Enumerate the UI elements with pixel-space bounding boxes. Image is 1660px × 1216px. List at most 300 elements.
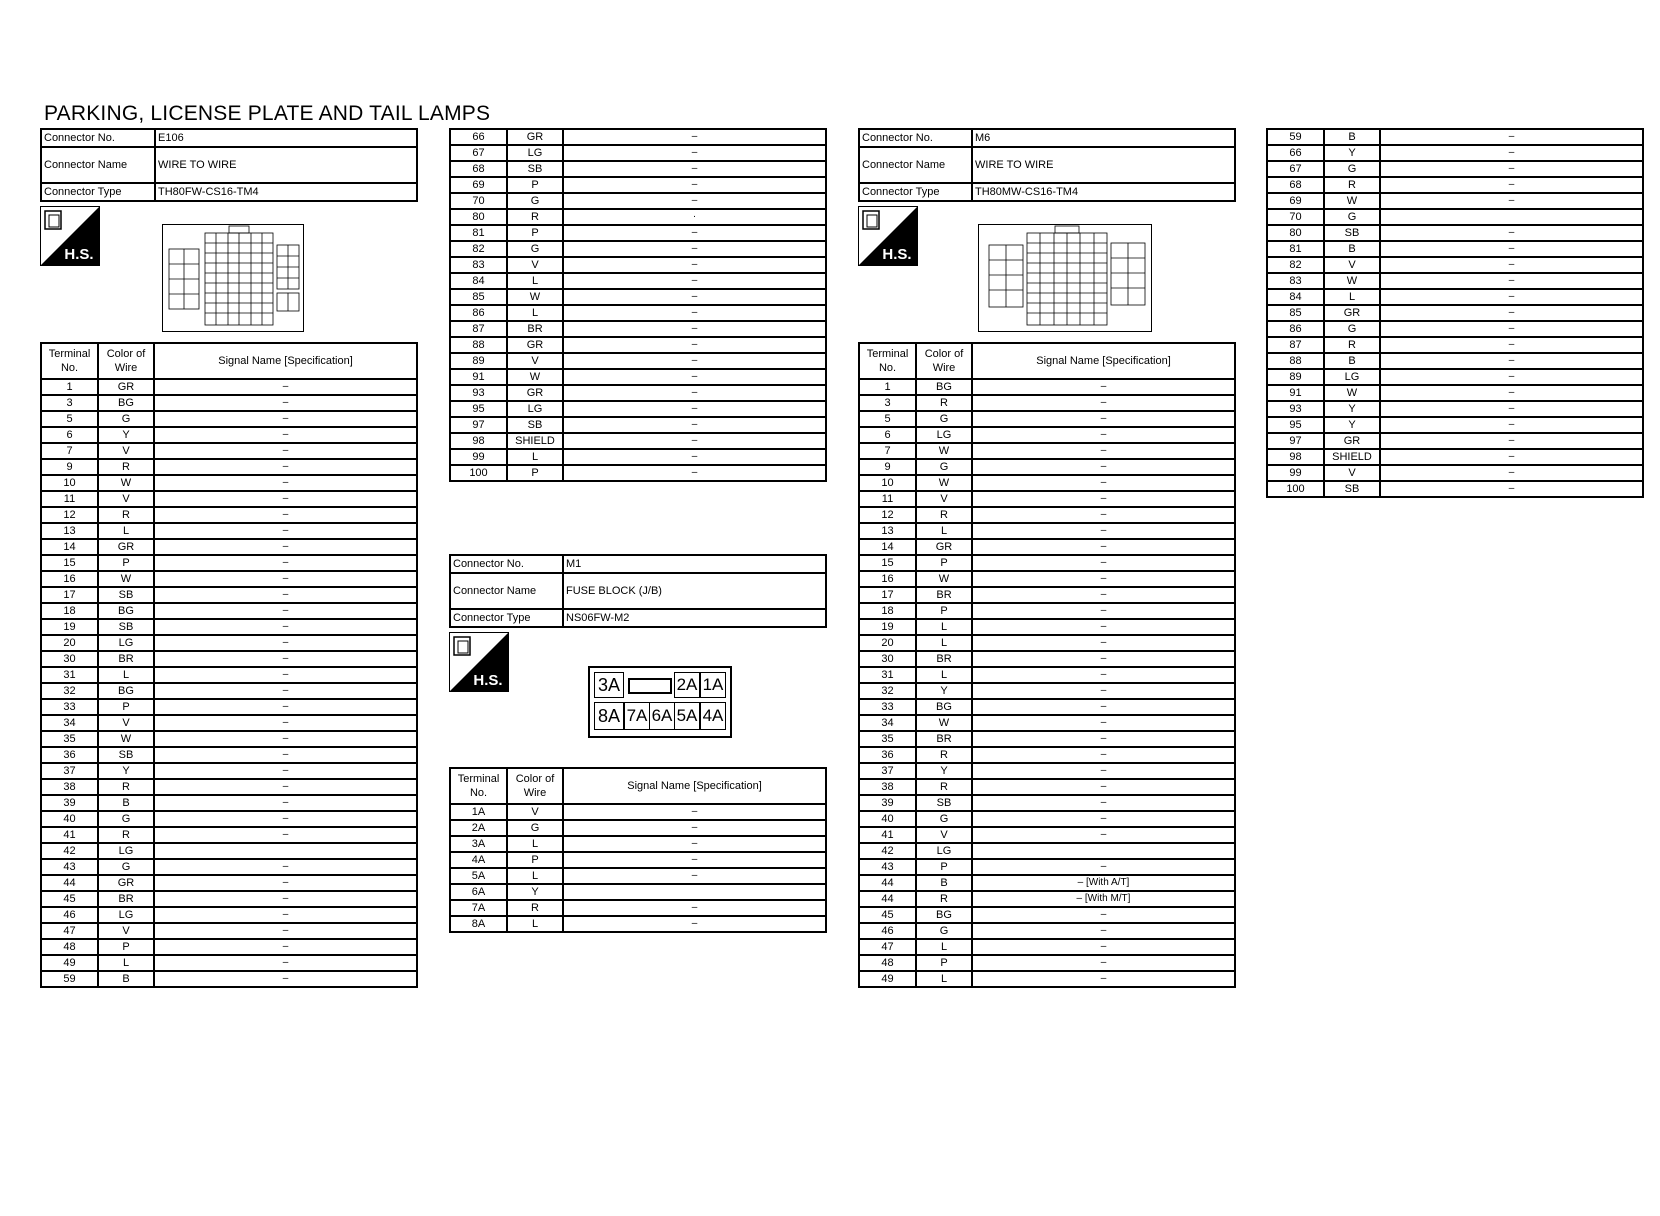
wire-color-cell: BG [916,699,972,715]
wire-color-cell: SB [507,417,563,433]
wire-color-cell: P [916,555,972,571]
table-row [450,161,826,177]
wire-color-cell: L [916,971,972,987]
wire-color-cell: G [916,411,972,427]
table-row [41,619,417,635]
table-row [1267,385,1643,401]
table-row [1267,225,1643,241]
terminal-no-cell: 86 [1267,321,1324,337]
signal-name-cell: – [972,507,1235,523]
e106-terminal-table-continued [449,128,827,482]
terminal-no-cell: 1 [859,379,916,395]
signal-name-cell: – [563,353,826,369]
signal-name-cell: – [154,619,417,635]
wire-color-cell: W [1324,193,1380,209]
table-row [41,939,417,955]
terminal-no-cell: 44 [41,875,98,891]
wire-color-cell: P [507,225,563,241]
harness-side-icon [449,632,509,692]
terminal-no-cell: 40 [41,811,98,827]
e106-table-body-continued [450,129,826,481]
wire-color-cell: GR [507,129,563,145]
terminal-no-cell: 20 [859,635,916,651]
signal-name-cell: – [154,635,417,651]
wire-color-cell: BR [916,651,972,667]
wire-color-cell: W [916,475,972,491]
terminal-no-cell: 70 [450,193,507,209]
table-row [450,129,826,145]
signal-name-header: Signal Name [Specification] [563,768,826,804]
signal-name-cell: – [154,795,417,811]
signal-name-cell: – [154,587,417,603]
wire-color-cell: V [98,491,154,507]
table-row [1267,209,1643,225]
wire-color-cell: Y [916,763,972,779]
terminal-no-cell: 39 [41,795,98,811]
wire-color-cell: R [98,779,154,795]
wire-color-cell: Y [916,683,972,699]
table-row [450,433,826,449]
signal-name-cell: – [972,571,1235,587]
table-row [450,289,826,305]
signal-name-cell: – [1380,145,1643,161]
table-row [41,651,417,667]
table-row [41,411,417,427]
wire-color-cell: SHIELD [507,433,563,449]
signal-name-cell: – [972,971,1235,987]
table-row [859,843,1235,859]
table-row [450,321,826,337]
wire-color-cell: B [1324,129,1380,145]
wire-color-cell: P [98,699,154,715]
wire-color-cell: G [98,411,154,427]
signal-name-cell: – [563,129,826,145]
terminal-no-header: Terminal No. [450,768,507,804]
signal-name-cell: – [563,177,826,193]
pin-6a: 6A [649,702,675,730]
wire-color-cell: LG [916,427,972,443]
table-row [859,571,1235,587]
terminal-no-cell: 84 [450,273,507,289]
terminal-no-cell: 97 [1267,433,1324,449]
terminal-no-cell: 5 [41,411,98,427]
table-row [450,353,826,369]
signal-name-cell: – [154,923,417,939]
signal-name-cell: – [1380,369,1643,385]
wire-color-cell: BG [916,379,972,395]
terminal-no-cell: 43 [41,859,98,875]
wire-color-cell: BG [98,683,154,699]
pin-7a: 7A [624,702,650,730]
connector-name-label: Connector Name [41,147,155,183]
terminal-no-cell: 48 [41,939,98,955]
wire-color-cell: B [1324,353,1380,369]
signal-name-cell: – [154,603,417,619]
table-row [859,379,1235,395]
table-row [450,241,826,257]
wire-color-cell: V [98,443,154,459]
table-row [41,443,417,459]
terminal-no-cell: 19 [859,619,916,635]
signal-name-cell: – [972,587,1235,603]
wire-color-cell: G [507,241,563,257]
signal-name-cell: – [1380,481,1643,497]
color-of-wire-header: Color of Wire [916,343,972,379]
signal-name-cell: – [154,475,417,491]
signal-name-cell: – [154,427,417,443]
table-row [41,427,417,443]
wire-color-cell: GR [507,337,563,353]
signal-name-cell: – [972,779,1235,795]
terminal-no-cell: 98 [1267,449,1324,465]
wire-color-cell: GR [507,385,563,401]
table-row [41,507,417,523]
signal-name-cell: – [563,868,826,884]
wire-color-cell: GR [1324,433,1380,449]
wire-color-cell: Y [1324,145,1380,161]
terminal-no-cell: 41 [41,827,98,843]
table-row [859,587,1235,603]
wire-color-cell: P [98,939,154,955]
terminal-no-cell: 30 [41,651,98,667]
wire-color-cell: G [916,459,972,475]
wire-color-cell: V [1324,257,1380,273]
wire-color-cell: R [1324,177,1380,193]
wire-color-cell: L [507,836,563,852]
signal-name-cell: – [972,923,1235,939]
signal-name-cell: – [972,475,1235,491]
signal-name-cell: – [972,603,1235,619]
table-row [450,257,826,273]
signal-name-cell: – [1380,449,1643,465]
signal-name-cell: – [563,449,826,465]
terminal-no-cell: 67 [1267,161,1324,177]
terminal-no-cell: 18 [41,603,98,619]
terminal-no-cell: 86 [450,305,507,321]
table-row [41,667,417,683]
wire-color-cell: W [916,443,972,459]
signal-name-cell: – [563,900,826,916]
signal-name-cell: – [563,337,826,353]
signal-name-cell: – [1380,417,1643,433]
connector-no-label: Connector No. [859,129,972,147]
wire-color-cell: V [98,715,154,731]
signal-name-cell: – [154,379,417,395]
table-row [859,635,1235,651]
wire-color-cell: P [507,465,563,481]
wire-color-cell: W [916,715,972,731]
wire-color-cell: BR [98,891,154,907]
signal-name-header: Signal Name [Specification] [972,343,1235,379]
signal-name-cell: – [563,257,826,273]
terminal-no-cell: 16 [41,571,98,587]
signal-name-cell: – [154,651,417,667]
signal-name-cell: – [563,305,826,321]
wire-color-cell: V [98,923,154,939]
terminal-no-cell: 82 [1267,257,1324,273]
terminal-no-cell: 81 [450,225,507,241]
pin-8a: 8A [594,702,624,730]
table-row [859,827,1235,843]
table-row [450,193,826,209]
table-row [450,900,826,916]
terminal-no-cell: 85 [450,289,507,305]
wire-color-cell: R [916,891,972,907]
table-row [859,459,1235,475]
wire-color-cell: L [916,635,972,651]
signal-name-cell: – [1380,161,1643,177]
table-row [1267,481,1643,497]
signal-name-cell: – [154,683,417,699]
terminal-no-header: Terminal No. [859,343,916,379]
terminal-no-cell: 32 [41,683,98,699]
signal-name-cell [972,843,1235,859]
wire-color-cell: R [1324,337,1380,353]
table-row [859,683,1235,699]
signal-name-cell: – [972,555,1235,571]
terminal-no-cell: 7 [41,443,98,459]
signal-name-cell: – [1380,273,1643,289]
table-row [1267,433,1643,449]
terminal-no-cell: 2A [450,820,507,836]
wire-color-cell: BG [916,907,972,923]
fuse-slot-icon [628,678,672,694]
wire-color-cell: G [916,811,972,827]
wire-color-cell: G [98,811,154,827]
terminal-no-cell: 17 [41,587,98,603]
terminal-no-cell: 49 [859,971,916,987]
signal-name-cell: – [154,507,417,523]
terminal-no-cell: 17 [859,587,916,603]
table-row [1267,305,1643,321]
wire-color-cell: R [98,827,154,843]
table-row [1267,145,1643,161]
wire-color-cell: P [916,955,972,971]
table-row [1267,369,1643,385]
terminal-no-cell: 3A [450,836,507,852]
table-row [41,923,417,939]
terminal-no-cell: 45 [41,891,98,907]
table-row [1267,241,1643,257]
connector-name-label: Connector Name [859,147,972,183]
table-row [859,971,1235,987]
signal-name-cell: – [972,523,1235,539]
terminal-no-cell: 84 [1267,289,1324,305]
signal-name-cell: – [563,241,826,257]
signal-name-cell: – [972,427,1235,443]
terminal-no-cell: 89 [1267,369,1324,385]
m1-terminal-table [449,767,827,933]
terminal-no-cell: 37 [859,763,916,779]
table-row [450,385,826,401]
connector-type-value: TH80FW-CS16-TM4 [155,183,417,201]
wire-color-cell: G [916,923,972,939]
wire-color-cell: LG [916,843,972,859]
terminal-no-cell: 11 [859,491,916,507]
terminal-no-cell: 31 [859,667,916,683]
connector-no-value: E106 [155,129,417,147]
table-row [41,891,417,907]
terminal-no-cell: 88 [1267,353,1324,369]
table-row [1267,321,1643,337]
wire-color-cell: GR [916,539,972,555]
wire-color-cell: L [507,868,563,884]
terminal-no-cell: 41 [859,827,916,843]
table-row [41,603,417,619]
hs-label: H.S. [882,246,912,263]
table-row [41,459,417,475]
terminal-no-cell: 12 [41,507,98,523]
table-row [859,811,1235,827]
terminal-no-cell: 34 [41,715,98,731]
signal-name-cell: – [154,939,417,955]
pin-1a: 1A [700,672,726,698]
terminal-no-cell: 35 [41,731,98,747]
table-row [41,875,417,891]
table-row [859,875,1235,891]
terminal-no-cell: 85 [1267,305,1324,321]
table-row [450,337,826,353]
wire-color-cell: L [916,619,972,635]
table-row [450,804,826,820]
wire-color-cell: GR [1324,305,1380,321]
table-row [1267,161,1643,177]
signal-name-cell: – [563,369,826,385]
wire-color-cell: L [507,305,563,321]
signal-name-cell: – [563,820,826,836]
signal-name-cell: – [972,811,1235,827]
harness-side-icon [40,206,100,266]
wire-color-cell: V [507,804,563,820]
m1-connector-face [588,666,732,738]
wire-color-cell: LG [98,907,154,923]
signal-name-cell: – [154,667,417,683]
signal-name-cell [563,884,826,900]
wire-color-cell: BR [507,321,563,337]
wire-color-cell: SB [98,747,154,763]
connector-name-value: WIRE TO WIRE [972,147,1235,183]
table-row [450,305,826,321]
table-row [450,836,826,852]
signal-name-cell: – [972,459,1235,475]
wire-color-cell: W [98,571,154,587]
hs-label: H.S. [64,246,94,263]
wire-color-cell: G [507,193,563,209]
terminal-no-cell: 35 [859,731,916,747]
signal-name-cell: – [154,875,417,891]
table-row [41,811,417,827]
signal-name-cell: – [563,161,826,177]
wire-color-cell: SB [98,587,154,603]
signal-name-cell: – [972,763,1235,779]
terminal-no-cell: 91 [1267,385,1324,401]
terminal-no-cell: 34 [859,715,916,731]
table-row [859,891,1235,907]
terminal-no-cell: 15 [41,555,98,571]
terminal-no-cell: 16 [859,571,916,587]
wire-color-cell: L [916,523,972,539]
table-row [450,225,826,241]
table-row [41,827,417,843]
terminal-no-cell: 68 [1267,177,1324,193]
table-row [859,779,1235,795]
signal-name-cell: – [563,289,826,305]
terminal-no-cell: 42 [859,843,916,859]
wire-color-cell: L [916,667,972,683]
signal-name-cell: – [154,395,417,411]
terminal-no-cell: 87 [1267,337,1324,353]
table-row [859,907,1235,923]
e106-table-body [41,379,417,987]
signal-name-cell: – [563,321,826,337]
wire-color-cell: G [98,859,154,875]
signal-name-cell: – [563,852,826,868]
table-row [1267,465,1643,481]
table-row [41,795,417,811]
signal-name-cell: – [972,859,1235,875]
wire-color-cell: B [1324,241,1380,257]
table-row [41,971,417,987]
terminal-no-cell: 12 [859,507,916,523]
signal-name-cell: – [154,459,417,475]
table-row [859,475,1235,491]
wire-color-cell: B [98,795,154,811]
signal-name-cell: – [1380,465,1643,481]
terminal-no-cell: 83 [450,257,507,273]
wire-color-cell: LG [507,401,563,417]
signal-name-cell: – [972,667,1235,683]
wire-color-cell: W [1324,385,1380,401]
terminal-no-cell: 80 [450,209,507,225]
signal-name-cell: – [972,635,1235,651]
signal-name-cell: – [972,827,1235,843]
table-row [41,715,417,731]
wire-color-cell: B [916,875,972,891]
wire-color-cell: W [98,731,154,747]
signal-name-cell: – [1380,225,1643,241]
table-row [859,555,1235,571]
terminal-no-cell: 95 [1267,417,1324,433]
signal-name-cell: – [972,795,1235,811]
table-row [1267,129,1643,145]
terminal-no-cell: 100 [1267,481,1324,497]
connector-type-label: Connector Type [450,609,563,627]
wire-color-cell: SB [98,619,154,635]
terminal-no-cell: 6 [41,427,98,443]
table-row [450,820,826,836]
table-row [450,401,826,417]
wire-color-cell: Y [98,427,154,443]
table-row [41,699,417,715]
signal-name-cell: – [972,731,1235,747]
terminal-no-cell: 14 [41,539,98,555]
pin-3a: 3A [594,672,624,698]
terminal-no-cell: 47 [859,939,916,955]
terminal-no-cell: 13 [41,523,98,539]
signal-name-cell: – [154,827,417,843]
wire-color-cell: Y [1324,417,1380,433]
e106-connector-face-icon [162,224,304,332]
terminal-no-cell: 70 [1267,209,1324,225]
wire-color-cell: GR [98,539,154,555]
terminal-no-cell: 66 [450,129,507,145]
hs-label: H.S. [473,672,503,689]
wire-color-cell: W [507,289,563,305]
terminal-no-cell: 5A [450,868,507,884]
table-row [859,763,1235,779]
terminal-no-cell: 38 [859,779,916,795]
signal-name-cell: – [972,955,1235,971]
